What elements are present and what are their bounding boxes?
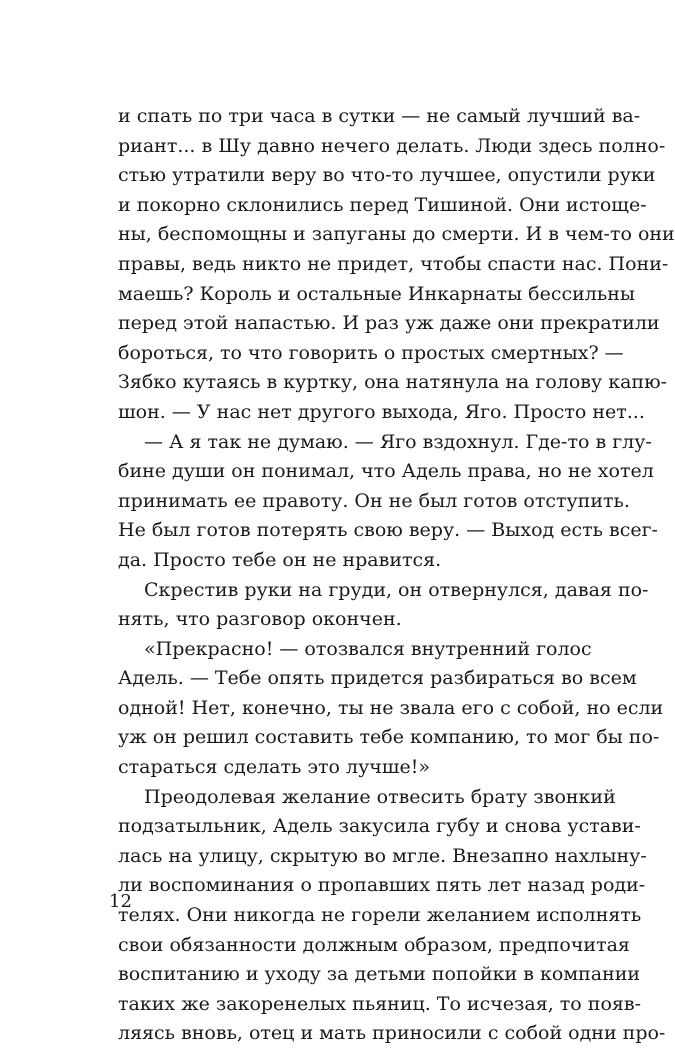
- text-line: бине души он понимал, что Адель права, но не хотел: [118, 460, 654, 483]
- text-line: маешь? Король и остальные Инкарнаты бессильны: [118, 282, 635, 305]
- text-line: риант... в Шу давно нечего делать. Люди здесь полно-: [118, 134, 666, 157]
- text-line: свои обязанности должным образом, предпочитая: [118, 933, 630, 956]
- text-line: ли воспоминания о пропавших пять лет назад роди-: [118, 874, 646, 897]
- text-line: шон. — У нас нет другого выхода, Яго. Просто нет...: [118, 400, 645, 423]
- text-line: и спать по три часа в сутки — не самый лучший ва-: [118, 105, 641, 127]
- text-line: ны, беспомощны и запуганы до смерти. И в чем-то они: [118, 223, 675, 246]
- text-line: Не был готов потерять свою веру. — Выход есть всег-: [118, 519, 658, 542]
- text-line: лась на улицу, скрытую во мгле. Внезапно нахлыну-: [118, 844, 647, 867]
- text-line: правы, ведь никто не придет, чтобы спасти нас. Пони-: [118, 252, 669, 275]
- text-line: стью утратили веру во что-то лучшее, опустили руки: [118, 164, 656, 187]
- text-line: стараться сделать это лучше!»: [118, 756, 430, 779]
- text-line: Адель. — Тебе опять придется разбираться во всем: [118, 667, 637, 690]
- text-line: да. Просто тебе он не нравится.: [118, 548, 442, 571]
- text-line: уж он решил составить тебе компанию, то мог бы по-: [118, 726, 660, 749]
- body-text: [118, 102, 675, 1049]
- text-line: нять, что разговор окончен.: [118, 608, 402, 631]
- text-line: Преодолевая желание отвесить брату звонкий: [144, 785, 616, 808]
- text-line: «Прекрасно! — отозвался внутренний голос: [144, 637, 592, 660]
- page-number: 12: [109, 891, 132, 912]
- text-line: и покорно склонились перед Тишиной. Они истоще-: [118, 193, 647, 216]
- text-line: перед этой напастью. И раз уж даже они прекратили: [118, 312, 660, 335]
- text-line: — А я так не думаю. — Яго вздохнул. Где-то в глу-: [144, 430, 652, 453]
- text-line: Скрестив руки на груди, он отвернулся, давая по-: [144, 578, 649, 601]
- text-line: подзатыльник, Адель закусила губу и снова устави-: [118, 815, 641, 838]
- text-line: ляясь вновь, отец и мать приносили с собой одни про-: [118, 1022, 666, 1045]
- text-line: телях. Они никогда не горели желанием исполнять: [118, 904, 642, 927]
- text-line: воспитанию и уходу за детьми попойки в компании: [118, 963, 641, 986]
- text-line: принимать ее правоту. Он не был готов отступить.: [118, 489, 630, 512]
- text-line: Зябко кутаясь в куртку, она натянула на голову капю-: [118, 371, 668, 394]
- text-line: бороться, то что говорить о простых смертных? —: [118, 341, 624, 364]
- text-line: одной! Нет, конечно, ты не звала его с собой, но если: [118, 696, 664, 719]
- text-line: таких же закоренелых пьяниц. То исчезая, то появ-: [118, 992, 641, 1015]
